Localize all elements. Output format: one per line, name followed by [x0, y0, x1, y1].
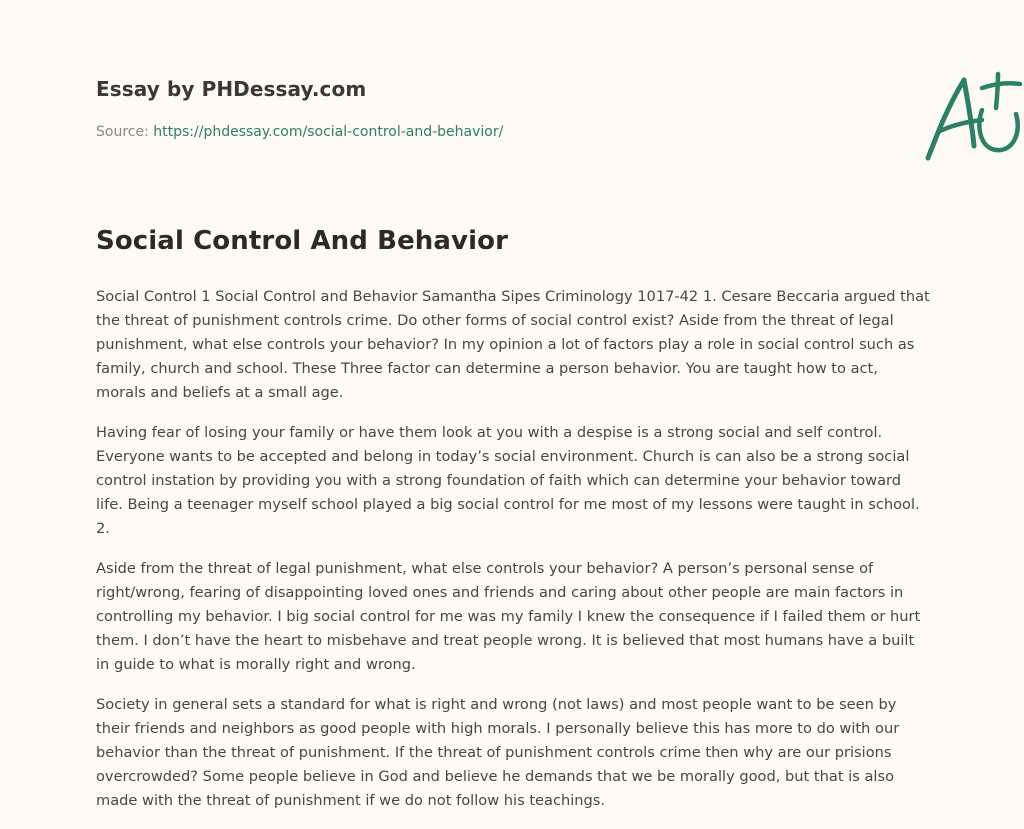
essay-paragraph: Social Control 1 Social Control and Behavior Samantha Sipes Criminology 1017-42 1. Cesare Beccaria argued that the threat of punishment controls crime. Do other forms of social control exist? Aside from the threat of legal punishment, what else controls your behavior? In my opinion a lot of factors play a role in social control such as family, church and school. These Three factor can determine a person behavior. You are taught how to act, morals and beliefs at a small age.: [96, 288, 930, 401]
essay-paragraph: Society in general sets a standard for what is right and wrong (not laws) and most people want to be seen by their friends and neighbors as good people with high morals. I personally believe this has more to do with our behavior than the threat of punishment. If the threat of punishment controls crime then why are our prisions overcrowded? Some people believe in God and believe he demands that we be morally good, but that is also made with the threat of punishment if we do not follow his teachings.: [96, 696, 900, 809]
essay-paragraph: Aside from the threat of legal punishment, what else controls your behavior? A person’s personal sense of right/wrong, fearing of disappointing loved ones and friends and caring about other people are main factors in controlling my behavior. I big social control for me was my family I knew the consequence if I failed them or hurt them. I don’t have the heart to misbehave and treat people wrong. It is believed that most humans have a built in guide to what is morally right and wrong.: [96, 560, 921, 673]
essay-paragraph: Having fear of losing your family or have them look at you with a despise is a strong social and self control. Everyone wants to be accepted and belong in today’s social environment. Church is can also be a strong social control instation by providing you with a strong foundation of faith which can determine your behavior toward life. Being a teenager myself school played a big social control for me most of my lessons were taught in school. 2.: [96, 424, 920, 537]
source-label: Source:: [96, 124, 154, 140]
source-link[interactable]: https://phdessay.com/social-control-and-behavior/: [153, 124, 504, 140]
site-brand: Essay by PHDessay.com: [96, 77, 367, 101]
essay-title: Social Control And Behavior: [96, 226, 508, 256]
a-plus-logo-icon: [916, 62, 1024, 174]
essay-body: [96, 285, 932, 829]
source-line: [96, 124, 503, 140]
